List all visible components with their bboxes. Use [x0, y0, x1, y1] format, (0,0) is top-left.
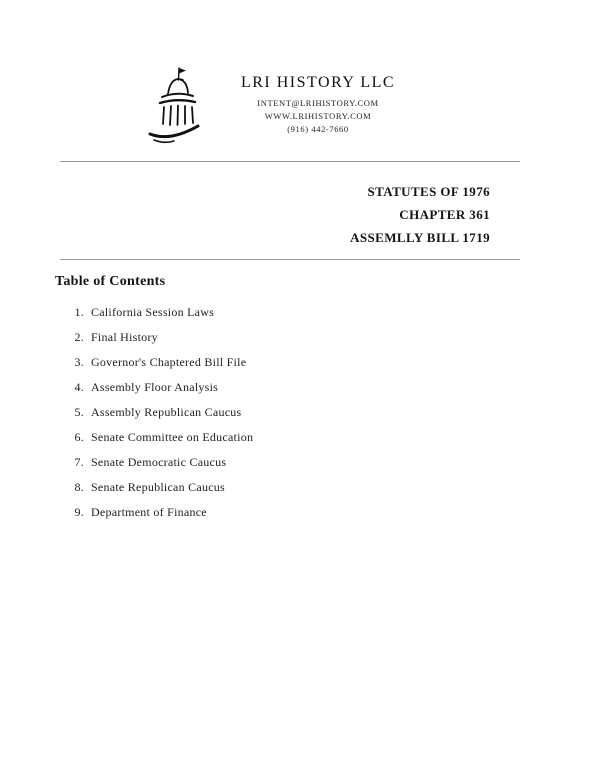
toc-item	[68, 405, 253, 430]
toc-item	[68, 455, 253, 480]
company-website: WWW.LRIHISTORY.COM	[264, 111, 372, 121]
toc-item	[68, 380, 253, 405]
statute-chapter: CHAPTER 361	[399, 207, 490, 222]
toc-item-label: Assembly Floor Analysis	[91, 380, 219, 394]
toc-item-label: California Session Laws	[91, 305, 215, 319]
toc-item	[68, 330, 253, 355]
toc-item-label: Senate Committee on Education	[91, 430, 254, 444]
capitol-sketch-logo-icon	[140, 64, 210, 148]
statute-info-block	[350, 180, 490, 249]
toc-item-number: 4.	[74, 380, 84, 394]
toc-item-label: Final History	[91, 330, 158, 344]
toc-item	[68, 480, 253, 505]
company-email: INTENT@LRIHISTORY.COM	[257, 98, 379, 108]
divider-bottom	[60, 259, 520, 260]
company-name: LRI HISTORY LLC	[240, 74, 396, 91]
toc-item-number: 6.	[74, 430, 84, 444]
divider-top	[60, 161, 520, 162]
toc-list	[68, 305, 253, 530]
toc-item-label: Senate Democratic Caucus	[91, 455, 227, 469]
toc-title: Table of Contents	[55, 274, 166, 289]
toc-item	[68, 430, 253, 455]
statute-bill: ASSEMLLY BILL 1719	[350, 230, 490, 245]
toc-item-label: Senate Republican Caucus	[91, 480, 225, 494]
letterhead	[140, 62, 408, 148]
toc-item	[68, 505, 253, 530]
toc-item-number: 3.	[74, 355, 84, 369]
toc-item-label: Assembly Republican Caucus	[91, 405, 242, 419]
statute-year: STATUTES OF 1976	[367, 184, 490, 199]
toc-item-number: 7.	[74, 455, 84, 469]
company-phone: (916) 442-7660	[287, 124, 349, 134]
toc-item-number: 8.	[74, 480, 84, 494]
toc-item-number: 1.	[74, 305, 84, 319]
toc-item-number: 5.	[74, 405, 84, 419]
toc-item	[68, 355, 253, 380]
toc-item-number: 2.	[74, 330, 84, 344]
letterhead-text	[228, 62, 408, 136]
toc-item-label: Department of Finance	[91, 505, 207, 519]
toc-item-label: Governor's Chaptered Bill File	[91, 355, 247, 369]
toc-item	[68, 305, 253, 330]
toc-item-number: 9.	[74, 505, 84, 519]
